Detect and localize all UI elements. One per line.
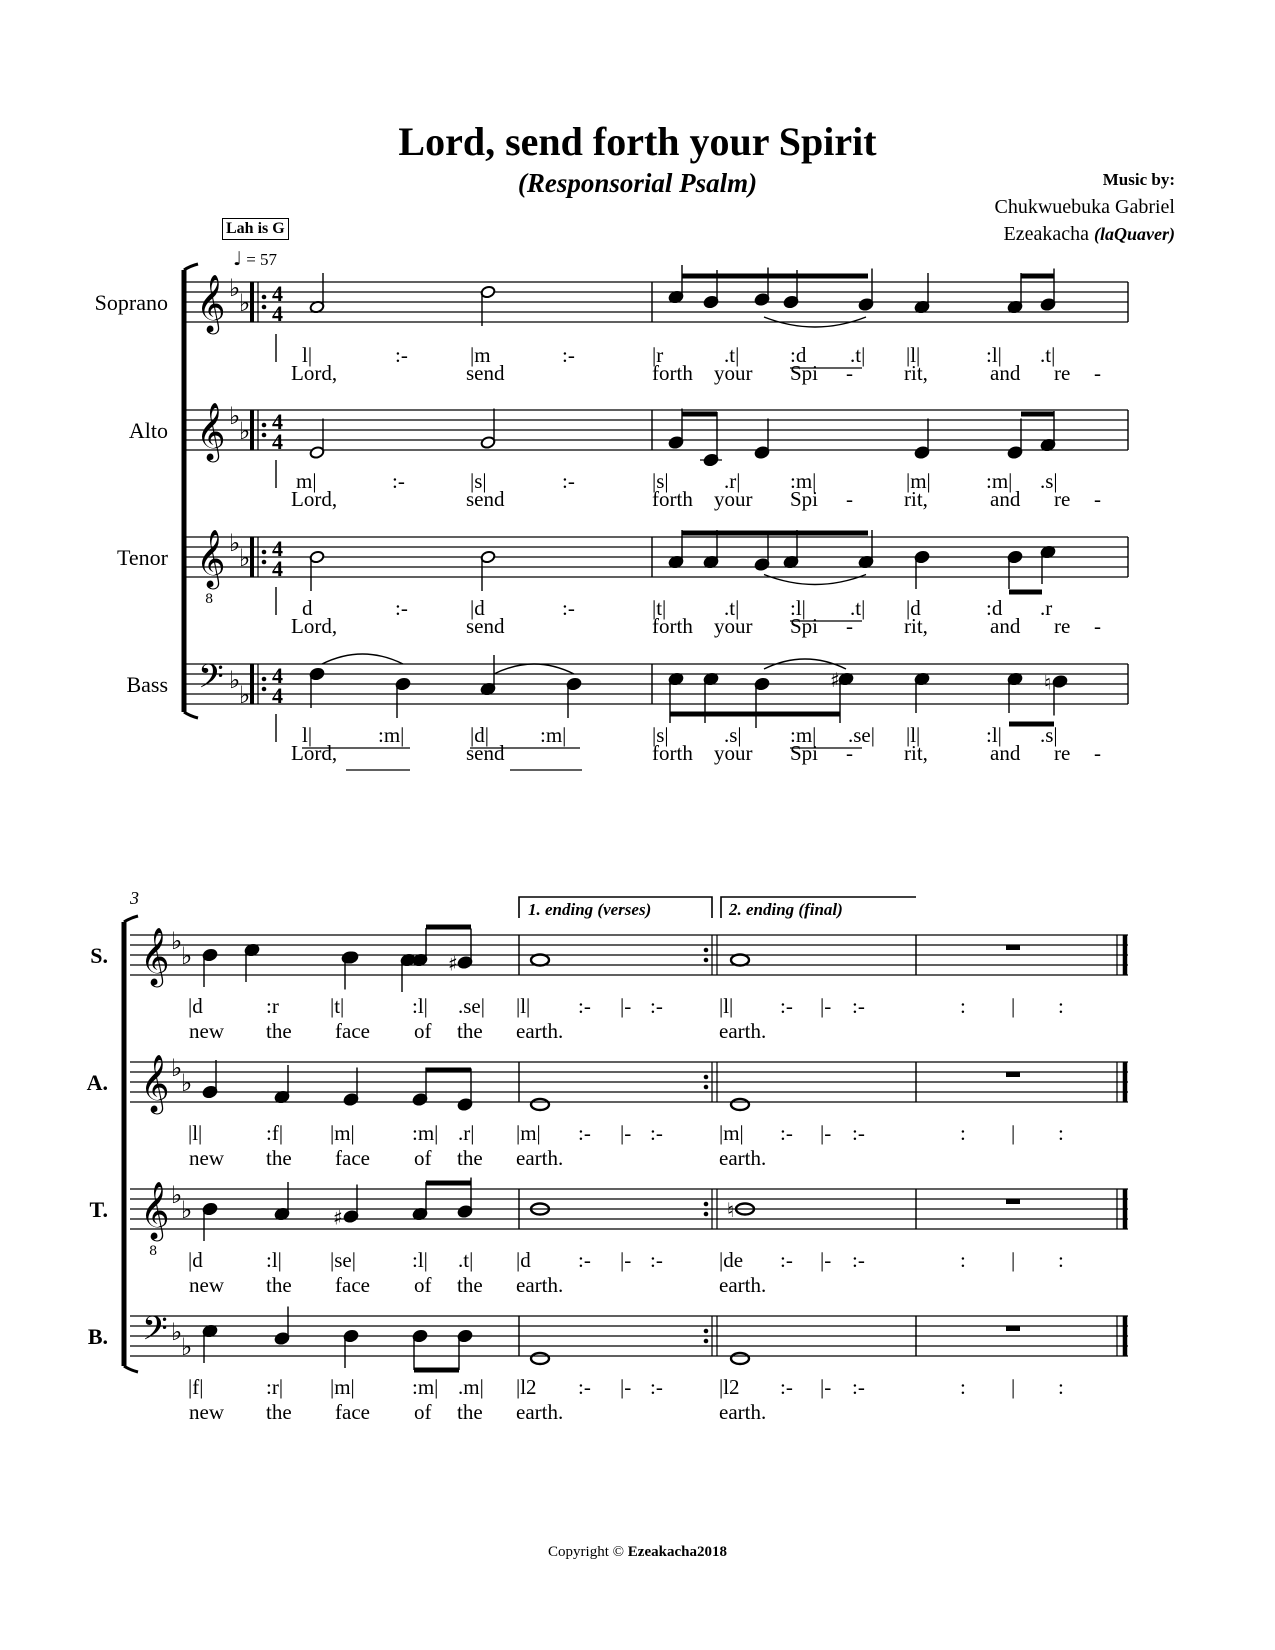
system1-soprano-part-label: Soprano xyxy=(94,290,168,315)
system1-tenor-repeat-dot xyxy=(262,550,267,555)
system2-part1-solfa-syllable: |- xyxy=(620,1121,632,1145)
system2-part0-treble-clef-icon: 𝄞 xyxy=(140,927,170,985)
system1-alto-lyric: forth xyxy=(652,487,693,511)
system2-part3-whole-rest xyxy=(1006,1326,1020,1331)
system2-part3-repeat-dot xyxy=(704,1339,709,1344)
system1-tenor-lyric: your xyxy=(714,614,753,638)
system2-bracket-hook xyxy=(124,1366,138,1372)
system2-part1-solfa-syllable: :m| xyxy=(412,1121,439,1145)
system2-part2-solfa-syllable: |- xyxy=(820,1248,832,1272)
system1-alto-lyric: rit, xyxy=(904,487,928,511)
system1-alto-lyric: Spi xyxy=(790,487,819,511)
system1-alto-repeat-dot xyxy=(262,433,267,438)
a-whole-note xyxy=(531,1099,549,1110)
system1-soprano-lyric: rit, xyxy=(904,361,928,385)
system2-part1-lyric: earth. xyxy=(719,1146,767,1170)
b-whole-note xyxy=(731,1353,749,1364)
system2-part1-solfa-syllable: | xyxy=(1011,1121,1016,1145)
system1-bass-lyric: and xyxy=(990,741,1021,765)
system2-part2-treble-clef-icon: 𝄞 xyxy=(140,1181,170,1239)
system1-tenor-solfa-syllable: :l| xyxy=(790,596,806,620)
system1-alto-time-bottom: 4 xyxy=(272,429,283,454)
system2-part2-lyric: new xyxy=(189,1273,224,1297)
tempo-value: = 57 xyxy=(246,250,278,269)
system2-part2-solfa-syllable: :- xyxy=(780,1248,793,1272)
system1-soprano-solfa-syllable: l| xyxy=(302,343,313,367)
system1-tenor-solfa-syllable: .t| xyxy=(724,596,740,620)
system1-tenor-solfa-syllable: |d xyxy=(906,596,921,620)
system2-part2-part-label: T. xyxy=(89,1197,108,1222)
system1-bass-solfa-syllable: :m| xyxy=(378,723,405,747)
system2-part0-solfa-syllable: .se| xyxy=(458,994,485,1018)
system1-bass-solfa-syllable: .s| xyxy=(1040,723,1058,747)
system2-part1-solfa-syllable: :f| xyxy=(266,1121,284,1145)
system1-alto-solfa-syllable: :m| xyxy=(986,469,1013,493)
system2-part0-whole-rest xyxy=(1006,945,1020,950)
system2-part2-solfa-syllable: |se| xyxy=(330,1248,356,1272)
b-whole-note xyxy=(531,1353,549,1364)
system1-alto-solfa-syllable: :- xyxy=(562,469,575,493)
system1-alto-solfa-syllable: |s| xyxy=(470,469,487,493)
system2-part1-solfa-syllable: |m| xyxy=(330,1121,355,1145)
system2-part1-solfa-syllable: .r| xyxy=(458,1121,475,1145)
system1-soprano-treble-clef-icon: 𝄞 xyxy=(196,274,226,332)
system1-bass-solfa-syllable: :m| xyxy=(790,723,817,747)
system1-bass-lyric: send xyxy=(466,741,505,765)
system2-part3-solfa-syllable: |l2 xyxy=(516,1375,537,1399)
system1-bass-bass-clef-icon: 𝄢 xyxy=(198,658,224,704)
a-whole-note xyxy=(731,1099,749,1110)
system1-bass-time-bottom: 4 xyxy=(272,683,283,708)
system1-soprano-repeat-dot xyxy=(262,295,267,300)
system1-tenor-lyric: Lord, xyxy=(291,614,338,638)
system2-part3-solfa-syllable: : xyxy=(960,1375,966,1399)
system2-part2-solfa-syllable: | xyxy=(1011,1248,1016,1272)
system1-alto-treble-clef-icon: 𝄞 xyxy=(196,402,226,460)
system1-alto-solfa-syllable: :- xyxy=(392,469,405,493)
system1-soprano-flat-icon: ♭ xyxy=(229,274,241,302)
system1-alto-flat-icon: ♭ xyxy=(239,417,251,445)
system1-bass-solfa-syllable: .se| xyxy=(848,723,875,747)
system2-part1-solfa-syllable: |- xyxy=(820,1121,832,1145)
system1-tenor-lyric: - xyxy=(846,614,853,638)
composer-surname: Ezeakacha xyxy=(1003,223,1090,245)
system1-alto-solfa-syllable: .s| xyxy=(1040,469,1058,493)
system1-soprano-solfa-syllable: |m xyxy=(470,343,491,367)
system2-part1-lyric: the xyxy=(266,1146,292,1170)
system1-bass-lyric: - xyxy=(846,741,853,765)
system2-part3-flat-icon: ♭ xyxy=(181,1333,193,1361)
system1-tenor-solfa-syllable: |d xyxy=(470,596,485,620)
system2-part3-lyric: the xyxy=(266,1400,292,1424)
system1-alto-part-label: Alto xyxy=(128,418,168,443)
system2-part3-lyric: earth. xyxy=(719,1400,767,1424)
system1-alto-time-top: 4 xyxy=(272,409,283,434)
system1-alto-lyric: and xyxy=(990,487,1021,511)
system2-part0-solfa-syllable: |- xyxy=(620,994,632,1018)
system2-part3-solfa-syllable: | xyxy=(1011,1375,1016,1399)
system1-bass-solfa-syllable: |l| xyxy=(906,723,921,747)
system2-part1-repeat-dot xyxy=(704,1075,709,1080)
system2-part2-solfa-syllable: :- xyxy=(650,1248,663,1272)
system1-soprano-solfa-syllable: .t| xyxy=(850,343,866,367)
system1-bass-flat-icon: ♭ xyxy=(239,681,251,709)
t-sharp-icon: ♯ xyxy=(333,1205,343,1230)
system2-part2-solfa-syllable: :l| xyxy=(266,1248,282,1272)
system2-part0-solfa-syllable: :- xyxy=(780,994,793,1018)
system2-part2-lyric: the xyxy=(266,1273,292,1297)
system1-soprano-solfa-syllable: :- xyxy=(562,343,575,367)
system1-soprano-solfa-syllable: :l| xyxy=(986,343,1002,367)
system2-part2-solfa-syllable: :- xyxy=(852,1248,865,1272)
system2-part2-solfa-syllable: |d xyxy=(516,1248,531,1272)
system1-soprano-lyric: and xyxy=(990,361,1021,385)
system1-tenor-repeat-dot xyxy=(262,560,267,565)
system1-soprano-solfa-syllable: .t| xyxy=(1040,343,1056,367)
copyright-prefix: Copyright © xyxy=(548,1544,625,1560)
system2-part0-solfa-syllable: :- xyxy=(578,994,591,1018)
ending2-label: 2. ending (final) xyxy=(729,900,843,919)
system1-bass-solfa-syllable: l| xyxy=(302,723,313,747)
system1-soprano-solfa-syllable: :- xyxy=(395,343,408,367)
system2-part1-solfa-syllable: : xyxy=(960,1121,966,1145)
system2-part1-solfa-syllable: |l| xyxy=(188,1121,203,1145)
bass-slur xyxy=(494,664,574,674)
system2-part1-lyric: face xyxy=(335,1146,370,1170)
system1-tenor-solfa-syllable: .t| xyxy=(850,596,866,620)
system2-part3-lyric: new xyxy=(189,1400,224,1424)
system1-bass-solfa-syllable: |s| xyxy=(652,723,669,747)
system2-part3-lyric: face xyxy=(335,1400,370,1424)
system1-alto-solfa-syllable: .r| xyxy=(724,469,741,493)
bass-slur xyxy=(322,654,403,664)
system2-part1-solfa-syllable: :- xyxy=(780,1121,793,1145)
system2-part2-lyric: of xyxy=(414,1273,432,1297)
system1-tenor-lyric: - xyxy=(1094,614,1101,638)
system1-bass-lyric: Spi xyxy=(790,741,819,765)
system2-part1-lyric: earth. xyxy=(516,1146,564,1170)
system1-tenor-solfa-syllable: :d xyxy=(986,596,1003,620)
system1-soprano-solfa-syllable: :d xyxy=(790,343,807,367)
system2-part3-solfa-syllable: :- xyxy=(650,1375,663,1399)
system1-bass-solfa-syllable: :m| xyxy=(540,723,567,747)
system2-part0-lyric: new xyxy=(189,1019,224,1043)
system1-alto-flat-icon: ♭ xyxy=(229,402,241,430)
system1-tenor-time-top: 4 xyxy=(272,536,283,561)
credit-label: Music by: xyxy=(1102,170,1175,189)
s-whole-note xyxy=(731,955,749,966)
system2-part2-flat-icon: ♭ xyxy=(171,1181,183,1209)
system1-soprano-flat-icon: ♭ xyxy=(239,289,251,317)
system1-alto-lyric: Lord, xyxy=(291,487,338,511)
system1-tenor-lyric: Spi xyxy=(790,614,819,638)
system2-part1-flat-icon: ♭ xyxy=(171,1054,183,1082)
system1-tenor-flat-icon: ♭ xyxy=(229,529,241,557)
system2-part3-repeat-dot xyxy=(704,1329,709,1334)
system2-part2-solfa-syllable: |d xyxy=(188,1248,203,1272)
system2-part3-solfa-syllable: .m| xyxy=(458,1375,484,1399)
system1-tenor-time-bottom: 4 xyxy=(272,556,283,581)
system1-soprano-lyric: forth xyxy=(652,361,693,385)
system1-alto-lyric: - xyxy=(1094,487,1101,511)
ending1-label: 1. ending (verses) xyxy=(528,900,652,919)
system1-soprano-time-top: 4 xyxy=(272,281,283,306)
measure-number: 3 xyxy=(130,888,139,908)
system1-tenor-solfa-syllable: .r xyxy=(1040,596,1053,620)
system2-part3-solfa-syllable: :r| xyxy=(266,1375,284,1399)
system2-part2-repeat-dot xyxy=(704,1212,709,1217)
system2-part0-lyric: the xyxy=(457,1019,483,1043)
system2-part0-lyric: earth. xyxy=(516,1019,564,1043)
system2-part0-solfa-syllable: : xyxy=(1058,994,1064,1018)
system2-part1-solfa-syllable: :- xyxy=(650,1121,663,1145)
system2-part3-solfa-syllable: :- xyxy=(578,1375,591,1399)
system2-part2-solfa-syllable: .t| xyxy=(458,1248,474,1272)
system2-part0-solfa-syllable: :- xyxy=(650,994,663,1018)
system2-bracket-hook xyxy=(124,916,138,922)
system1-soprano-lyric: - xyxy=(1094,361,1101,385)
system2-part2-solfa-syllable: : xyxy=(1058,1248,1064,1272)
system1-alto-repeat-dot xyxy=(262,423,267,428)
system2-part1-solfa-syllable: :- xyxy=(578,1121,591,1145)
system2-part1-solfa-syllable: |m| xyxy=(516,1121,541,1145)
system2-part1-solfa-syllable: :- xyxy=(852,1121,865,1145)
system2-part3-lyric: of xyxy=(414,1400,432,1424)
system2-part2-octave-mark: 8 xyxy=(149,1244,158,1259)
system2-part1-whole-rest xyxy=(1006,1072,1020,1077)
system1-tenor-lyric: rit, xyxy=(904,614,928,638)
system2-part2-solfa-syllable: :- xyxy=(578,1248,591,1272)
system2-part3-part-label: B. xyxy=(87,1324,108,1349)
system2-part3-solfa-syllable: |m| xyxy=(330,1375,355,1399)
system1-soprano-time-bottom: 4 xyxy=(272,301,283,326)
system2-part3-solfa-syllable: :- xyxy=(852,1375,865,1399)
system1-tenor-lyric: forth xyxy=(652,614,693,638)
system1-tenor-flat-icon: ♭ xyxy=(239,544,251,572)
system1-soprano-repeat-dot xyxy=(262,305,267,310)
system2-part0-lyric: of xyxy=(414,1019,432,1043)
system2-part0-lyric: face xyxy=(335,1019,370,1043)
system1-tenor-octave-mark: 8 xyxy=(205,592,214,607)
system1-tenor-solfa-syllable: :- xyxy=(395,596,408,620)
system2-part2-solfa-syllable: |de xyxy=(719,1248,744,1272)
system2-part0-part-label: S. xyxy=(90,943,108,968)
system2-part0-repeat-dot xyxy=(704,948,709,953)
system1-bass-lyric: forth xyxy=(652,741,693,765)
system1-tenor-treble-clef-icon: 𝄞 xyxy=(196,529,226,587)
system1-tenor-lyric: re xyxy=(1054,614,1071,638)
system2-part3-lyric: the xyxy=(457,1400,483,1424)
system1-soprano-solfa-syllable: |r xyxy=(652,343,664,367)
system2-part3-solfa-syllable: :- xyxy=(780,1375,793,1399)
system1-alto-solfa-syllable: :m| xyxy=(790,469,817,493)
system2-part2-flat-icon: ♭ xyxy=(181,1196,193,1224)
system2-part2-lyric: face xyxy=(335,1273,370,1297)
system2-part2-solfa-syllable: |- xyxy=(620,1248,632,1272)
quarter-note-icon: ♩ xyxy=(233,248,242,270)
system2-part2-solfa-syllable: : xyxy=(960,1248,966,1272)
system1-bass-solfa-syllable: :l| xyxy=(986,723,1002,747)
s-sharp-icon: ♯ xyxy=(448,951,458,976)
key-signature-box: Lah is G xyxy=(222,218,289,240)
system1-bass-repeat-dot xyxy=(262,677,267,682)
system2-part1-repeat-dot xyxy=(704,1085,709,1090)
system2-part0-solfa-syllable: :l| xyxy=(412,994,428,1018)
bass-natural-icon: ♮ xyxy=(1044,670,1052,695)
system1-tenor-solfa-syllable: :- xyxy=(562,596,575,620)
system1-bass-lyric: rit, xyxy=(904,741,928,765)
system1-tenor-lyric: send xyxy=(466,614,505,638)
system2-part0-solfa-syllable: |t| xyxy=(330,994,345,1018)
system1-bass-solfa-syllable: |d| xyxy=(470,723,489,747)
system2-part0-flat-icon: ♭ xyxy=(171,927,183,955)
system1-soprano-solfa-syllable: |l| xyxy=(906,343,921,367)
system2-part0-lyric: earth. xyxy=(719,1019,767,1043)
system2-part3-solfa-syllable: |f| xyxy=(188,1375,204,1399)
system2-part2-repeat-dot xyxy=(704,1202,709,1207)
system2-part1-part-label: A. xyxy=(86,1070,108,1095)
system2-part3-solfa-syllable: |- xyxy=(820,1375,832,1399)
system1-alto-lyric: your xyxy=(714,487,753,511)
system1-alto-lyric: - xyxy=(846,487,853,511)
system1-bass-part-label: Bass xyxy=(126,672,168,697)
system2-part0-solfa-syllable: :r xyxy=(266,994,279,1018)
system2-part3-flat-icon: ♭ xyxy=(171,1318,183,1346)
system2-part0-solfa-syllable: |l| xyxy=(719,994,734,1018)
system1-bass-lyric: re xyxy=(1054,741,1071,765)
composer-name-line1: Chukwuebuka Gabriel xyxy=(994,196,1175,218)
t-natural-icon: ♮ xyxy=(727,1198,735,1222)
system1-soprano-lyric: your xyxy=(714,361,753,385)
system2-part3-solfa-syllable: :m| xyxy=(412,1375,439,1399)
system1-alto-lyric: re xyxy=(1054,487,1071,511)
system1-bass-time-top: 4 xyxy=(272,663,283,688)
system2-part0-flat-icon: ♭ xyxy=(181,942,193,970)
system2-part3-lyric: earth. xyxy=(516,1400,564,1424)
s-whole-note xyxy=(531,955,549,966)
system2-part1-solfa-syllable: |m| xyxy=(719,1121,744,1145)
system2-part0-solfa-syllable: :- xyxy=(852,994,865,1018)
system2-part1-lyric: new xyxy=(189,1146,224,1170)
system1-soprano-lyric: - xyxy=(846,361,853,385)
system1-tenor-part-label: Tenor xyxy=(117,545,168,570)
system1-bracket-hook xyxy=(184,712,198,718)
system2-part3-solfa-syllable: |l2 xyxy=(719,1375,740,1399)
system2-part3-solfa-syllable: |- xyxy=(620,1375,632,1399)
system1-soprano-lyric: re xyxy=(1054,361,1071,385)
page-subtitle: (Responsorial Psalm) xyxy=(517,168,758,198)
system1-bass-lyric: your xyxy=(714,741,753,765)
system2-part0-repeat-dot xyxy=(704,958,709,963)
system1-soprano-lyric: Spi xyxy=(790,361,819,385)
system1-bass-lyric: - xyxy=(1094,741,1101,765)
page-title: Lord, send forth your Spirit xyxy=(398,119,877,164)
system2-part2-lyric: earth. xyxy=(719,1273,767,1297)
system1-alto-solfa-syllable: m| xyxy=(296,469,317,493)
system1-alto-lyric: send xyxy=(466,487,505,511)
system2-part0-lyric: the xyxy=(266,1019,292,1043)
system2-part1-flat-icon: ♭ xyxy=(181,1069,193,1097)
system2-part0-solfa-syllable: |- xyxy=(820,994,832,1018)
system2-part0-solfa-syllable: | xyxy=(1011,994,1016,1018)
system2-part2-whole-rest xyxy=(1006,1199,1020,1204)
system1-alto-solfa-syllable: |m| xyxy=(906,469,931,493)
system2-part3-bass-clef-icon: 𝄢 xyxy=(142,1310,168,1356)
system1-bass-flat-icon: ♭ xyxy=(229,666,241,694)
copyright-owner: Ezeakacha2018 xyxy=(627,1544,727,1560)
system2-part2-lyric: the xyxy=(457,1273,483,1297)
system1-soprano-solfa-syllable: .t| xyxy=(724,343,740,367)
system1-bracket-hook xyxy=(184,264,198,270)
system2-part0-solfa-syllable: : xyxy=(960,994,966,1018)
system2-part0-solfa-syllable: |d xyxy=(188,994,203,1018)
tenor-slur xyxy=(764,575,866,585)
composer-nickname: (laQuaver) xyxy=(1094,224,1175,244)
system1-alto-solfa-syllable: |s| xyxy=(652,469,669,493)
system2-part1-solfa-syllable: : xyxy=(1058,1121,1064,1145)
system2-part1-lyric: the xyxy=(457,1146,483,1170)
system1-bass-lyric: Lord, xyxy=(291,741,338,765)
system1-tenor-lyric: and xyxy=(990,614,1021,638)
system2-part3-solfa-syllable: : xyxy=(1058,1375,1064,1399)
system1-bass-repeat-dot xyxy=(262,687,267,692)
system2-part2-solfa-syllable: :l| xyxy=(412,1248,428,1272)
system1-tenor-solfa-syllable: d xyxy=(302,596,313,620)
system2-part0-solfa-syllable: |l| xyxy=(516,994,531,1018)
system1-soprano-lyric: send xyxy=(466,361,505,385)
system2-part2-lyric: earth. xyxy=(516,1273,564,1297)
system1-bass-solfa-syllable: .s| xyxy=(724,723,742,747)
system1-soprano-lyric: Lord, xyxy=(291,361,338,385)
system2-part1-lyric: of xyxy=(414,1146,432,1170)
copyright xyxy=(0,1544,1275,1561)
system1-tenor-solfa-syllable: |t| xyxy=(652,596,667,620)
system2-part1-treble-clef-icon: 𝄞 xyxy=(140,1054,170,1112)
bass-sharp-icon: ♯ xyxy=(830,668,840,692)
